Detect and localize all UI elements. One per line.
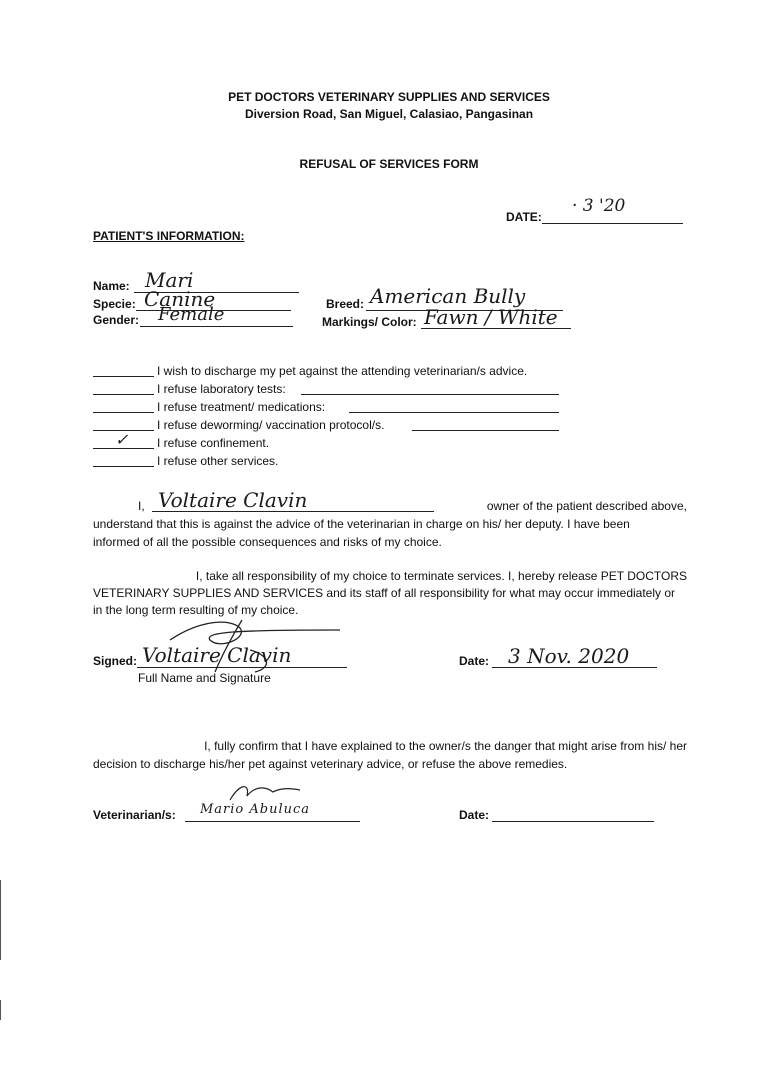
option-text: I refuse confinement. xyxy=(157,436,270,450)
statement2-line1: I, take all responsibility of my choice to terminate services. I, hereby release PET DOCTORS xyxy=(195,569,687,583)
statement2-line2: VETERINARY SUPPLIES AND SERVICES and its staff of all responsibility for what may occur immediately or xyxy=(93,586,676,600)
statement1-prefix: I, xyxy=(138,499,145,513)
option-row xyxy=(93,382,573,400)
specie-value: Canine xyxy=(144,287,216,311)
signed-line xyxy=(137,667,347,668)
markings-value: Fawn / White xyxy=(424,305,558,329)
name-value: Mari xyxy=(145,268,194,292)
breed-value: American Bully xyxy=(370,284,526,308)
statement2-line3: in the long term resulting of my choice. xyxy=(93,603,299,617)
signed-date-label: Date: xyxy=(459,654,490,668)
gender-line xyxy=(140,326,293,327)
owner-name-value: Voltaire Clavin xyxy=(158,488,308,512)
signed-value: Voltaire Clavin xyxy=(142,643,292,667)
statement1-line3: informed of all the possible consequences and risks of my choice. xyxy=(93,535,442,549)
scan-edge-mark xyxy=(0,1000,1,1020)
company-name: PET DOCTORS VETERINARY SUPPLIES AND SERVICES xyxy=(228,90,550,104)
statement3-line2: decision to discharge his/her pet against veterinary advice, or refuse the above remedies. xyxy=(93,757,568,771)
veterinarian-value: Mario Abuluca xyxy=(200,802,311,817)
options-list xyxy=(93,364,573,472)
check-mark-icon: ✓ xyxy=(115,430,129,449)
option-text: I wish to discharge my pet against the attending veterinarian/s advice. xyxy=(157,364,528,378)
option-detail-line[interactable] xyxy=(412,430,559,431)
signed-caption: Full Name and Signature xyxy=(138,671,271,685)
option-detail-line[interactable] xyxy=(301,394,559,395)
option-blank[interactable] xyxy=(93,394,154,395)
option-row xyxy=(93,400,573,418)
option-row xyxy=(93,454,573,472)
option-text: I refuse laboratory tests: xyxy=(157,382,286,396)
scan-edge-mark xyxy=(0,880,1,960)
veterinarian-date-line[interactable] xyxy=(492,821,654,822)
gender-value: Female xyxy=(158,304,225,325)
option-blank[interactable] xyxy=(93,466,154,467)
company-address: Diversion Road, San Miguel, Calasiao, Pangasinan xyxy=(244,107,534,121)
option-row xyxy=(93,430,573,454)
option-text: I refuse deworming/ vaccination protocol/s. xyxy=(157,418,385,432)
form-title: REFUSAL OF SERVICES FORM xyxy=(299,157,479,171)
name-label: Name: xyxy=(93,279,130,293)
option-detail-line[interactable] xyxy=(349,412,559,413)
statement1-line2: understand that this is against the advice of the veterinarian in charge on his/ her deputy. I have been xyxy=(93,517,630,531)
option-text: I refuse other services. xyxy=(157,454,279,468)
gender-label: Gender: xyxy=(93,313,140,327)
date-line xyxy=(542,223,683,224)
date-value: · 3 '20 xyxy=(572,196,626,216)
veterinarian-date-label: Date: xyxy=(459,808,490,822)
markings-label: Markings/ Color: xyxy=(322,315,417,329)
option-text: I refuse treatment/ medications: xyxy=(157,400,326,414)
specie-label: Specie: xyxy=(93,297,136,311)
veterinarian-label: Veterinarian/s: xyxy=(93,808,176,822)
signed-label: Signed: xyxy=(93,654,137,668)
statement1-line1-rest: owner of the patient described above, xyxy=(486,499,687,513)
option-blank[interactable] xyxy=(93,376,154,377)
veterinarian-line xyxy=(185,821,360,822)
option-row xyxy=(93,364,573,382)
breed-label: Breed: xyxy=(326,297,365,311)
statement3-line1: I, fully confirm that I have explained to the owner/s the danger that might arise from his/ her xyxy=(204,739,687,753)
option-row xyxy=(93,418,573,436)
date-label: DATE: xyxy=(506,210,542,224)
option-blank[interactable] xyxy=(93,412,154,413)
signed-date-value: 3 Nov. 2020 xyxy=(508,644,630,668)
patient-section-title: PATIENT'S INFORMATION: xyxy=(93,229,245,243)
